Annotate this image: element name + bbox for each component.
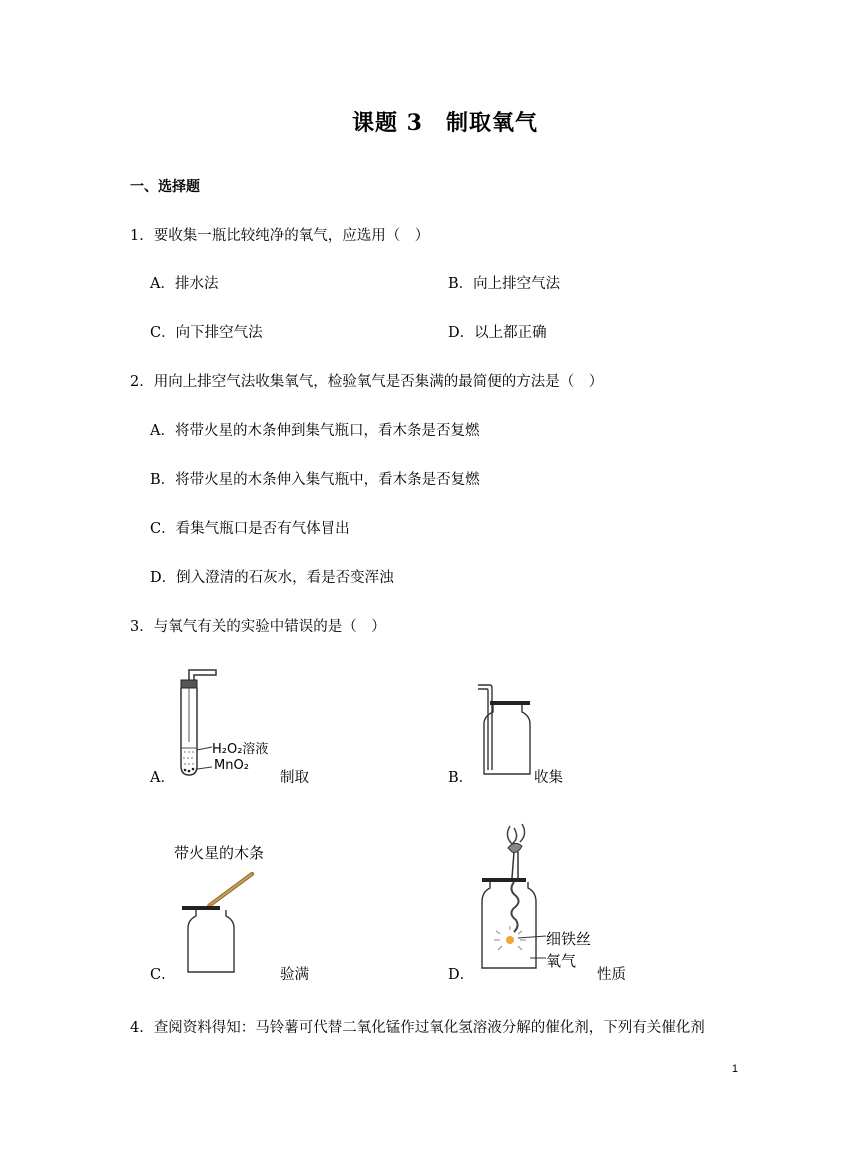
question-4-stem: 4．查阅资料得知：马铃薯可代替二氧化锰作过氧化氢溶液分解的催化剂，下列有关催化剂 — [130, 1020, 705, 1036]
figure-a-letter: A． — [150, 770, 175, 786]
figure-a-label-h2o2: H₂O₂溶液 — [212, 742, 269, 757]
figure-d-label-oxygen: 氧气 — [546, 952, 577, 970]
section-heading: 一、选择题 — [130, 179, 200, 195]
page-title: 课题 3 制取氧气 — [352, 110, 538, 136]
q2-option-c: C．看集气瓶口是否有气体冒出 — [150, 521, 350, 537]
figure-c-letter: C． — [150, 967, 176, 983]
figure-b-gas-bottle — [474, 680, 534, 780]
question-1-stem: 1．要收集一瓶比较纯净的氧气，应选用（ ） — [130, 228, 430, 244]
figure-a-label-mno2: MnO₂ — [214, 758, 249, 773]
q1-option-d: D．以上都正确 — [448, 325, 547, 341]
figure-b-caption: 收集 — [534, 770, 563, 786]
q1-option-c: C．向下排空气法 — [150, 325, 263, 341]
figure-c-splint-test — [170, 840, 290, 978]
figure-c-label-splint: 带火星的木条 — [174, 844, 265, 862]
q2-option-b: B．将带火星的木条伸入集气瓶中，看木条是否复燃 — [150, 472, 480, 488]
figure-a-test-tube — [168, 662, 278, 780]
q2-option-d: D．倒入澄清的石灰水，看是否变浑浊 — [150, 570, 394, 586]
figure-d-letter: D． — [448, 967, 475, 983]
figure-d-caption: 性质 — [597, 967, 626, 983]
figure-d-label-iron-wire: 细铁丝 — [546, 930, 592, 948]
figure-a-caption: 制取 — [280, 770, 309, 786]
q2-option-a: A．将带火星的木条伸到集气瓶口，看木条是否复燃 — [150, 423, 480, 439]
figure-b-letter: B． — [448, 770, 474, 786]
figure-d-iron-wire — [474, 818, 614, 978]
question-2-stem: 2．用向上排空气法收集氧气，检验氧气是否集满的最简便的方法是（ ） — [130, 374, 604, 390]
question-3-stem: 3．与氧气有关的实验中错误的是（ ） — [130, 619, 386, 635]
q1-option-a: A．排水法 — [150, 276, 219, 292]
q1-option-b: B．向上排空气法 — [448, 276, 561, 292]
page-number: 1 — [731, 1063, 738, 1075]
figure-c-caption: 验满 — [280, 967, 309, 983]
